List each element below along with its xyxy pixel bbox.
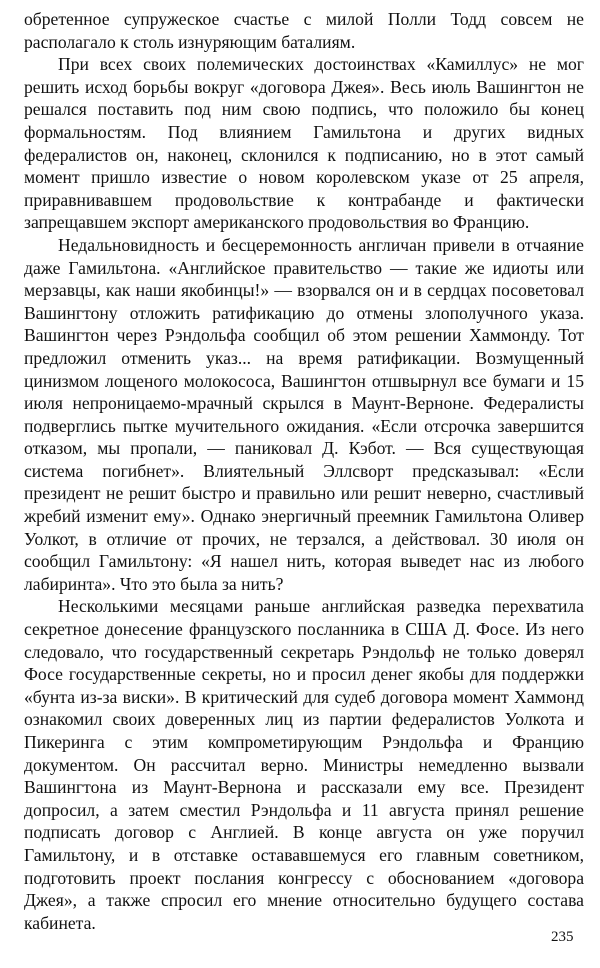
paragraph-hamilton-despair: Недальновидность и бесцеремонность англичан привели в отчаяние даже Гамильтона. «Английское правительство — такие же идиоты или мерзавцы, как наши якобинцы!» — взорвался он и в сердцах посоветовал Вашингтону отложить ратификацию до отмены злополучного указа. Вашингтон через Рэндольфа сообщил об этом решении Хаммонду. Тот предложил отменить указ... на время ратификации. Возмущенный цинизмом лощеного молокососа, Вашингтон отшвырнул все бумаги и 15 июля непроницаемо-мрачный скрылся в Маунт-Верноне. Федералисты подверглись пытке мучительного ожидания. «Если отсрочка завершится отказом, мы пропали, — паниковал Д. Кэбот. — Вся существующая система погибнет». Влиятельный Эллсворт предсказывал: «Если президент не решит быстро и правильно или решит неверно, счастливый жребий изменит ему». Однако энергичный преемник Гамильтона Оливер Уолкот, в отличие от прочих, не терзался, а действовал. 30 июля он сообщил Гамильтону: «Я нашел нить, которая выведет нас из любого лабиринта». Что это была за нить? <box>24 234 584 594</box>
paragraph-intelligence: Несколькими месяцами раньше английская разведка перехватила секретное донесение французского посланника в США Д. Фосе. Из него следовало, что государственный секретарь Рэндольф не только доверял Фосе государственные секреты, но и просил денег якобы для поддержки «бунта из-за виски». В критический для судеб договора момент Хаммонд ознакомил своих доверенных лиц из партии федералистов Уолкота и Пикеринга с этим компрометирующим Рэндольфа и Францию документом. Он рассчитал верно. Министры немедленно вызвали Вашингтона из Маунт-Вернона и рассказали ему все. Президент допросил, а затем сместил Рэндольфа и 11 августа принял решение подписать договор с Англией. В конце августа он уже поручил Гамильтону, и в отставке остававшемуся его главным советником, подготовить проект послания конгрессу с обоснованием «договора Джея», а также спросил его мнение относительно будущего состава кабинета. <box>24 596 584 933</box>
document-page <box>24 8 584 934</box>
page-number: 235 <box>551 929 574 945</box>
paragraph-continuation: обретенное супружеское счастье с милой Полли Тодд совсем не располагало к столь изнуряющим баталиям. <box>24 9 584 52</box>
paragraph-camillus: При всех своих полемических достоинствах «Камиллус» не мог решить исход борьбы вокруг «договора Джея». Весь июль Вашингтон не решался поставить под ним свою подпись, что положило бы конец формальностям. Под влиянием Гамильтона и других видных федералистов он, наконец, склонился к подписанию, но в этот самый момент пришло известие о новом королевском указе от 25 апреля, приравнивавшем продовольствие к контрабанде и фактически запрещавшем экспорт американского продовольствия во Францию. <box>24 54 584 233</box>
